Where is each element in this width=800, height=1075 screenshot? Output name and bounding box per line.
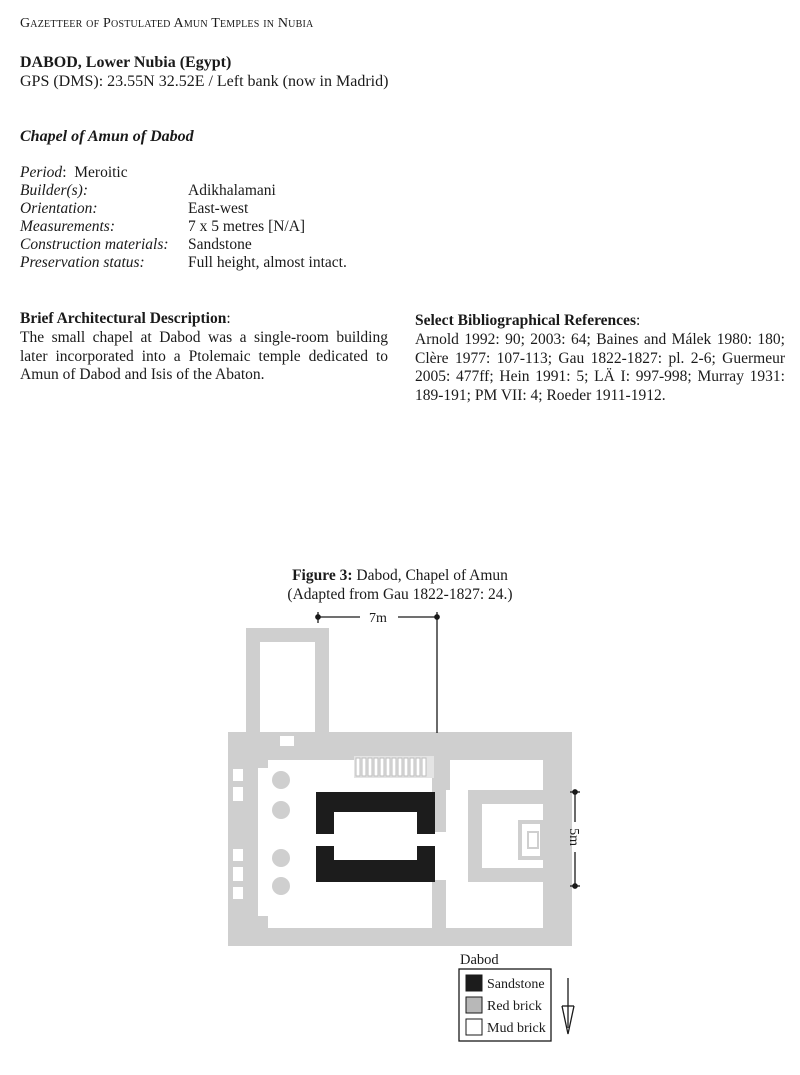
- bibliography-text: Arnold 1992: 90; 2003: 64; Baines and Málek 1980: 180; Clère 1977: 107-113; Gau 1822-1827: pl. 2-6; Guermeur 2005: 477ff; Hein 1991: 5; LÄ I: 997-998; Murray 1931: 189-191; PM VII: 4; Roeder 1911-1912.: [415, 331, 785, 404]
- description-heading: Brief Architectural Description:: [20, 310, 231, 327]
- running-header: Gazetteer of Postulated Amun Temples in Nubia: [20, 16, 314, 31]
- period-value: Meroitic: [74, 164, 128, 181]
- sandstone-walls: [316, 792, 435, 882]
- legend-swatch-sandstone: [466, 975, 482, 991]
- field-label: Orientation:: [20, 200, 98, 217]
- period-label: Period: [20, 164, 63, 181]
- field-value: 7 x 5 metres [N/A]: [188, 218, 306, 235]
- naos: [520, 822, 542, 858]
- legend-label-red-brick: Red brick: [487, 999, 542, 1014]
- field-value: Adikhalamani: [188, 182, 276, 199]
- description-text: The small chapel at Dabod was a single-room building later incorporated into a Ptolemaic temple dedicated to Amun of Dabod and Isis of the Abaton.: [20, 329, 388, 383]
- columns: [272, 771, 290, 895]
- field-value: Sandstone: [188, 236, 252, 253]
- period-row: Period: Meroitic: [20, 164, 128, 181]
- field-label: Builder(s):: [20, 182, 89, 199]
- legend-label-sandstone: Sandstone: [487, 977, 545, 992]
- figure-source: (Adapted from Gau 1822-1827: 24.): [287, 586, 513, 603]
- field-value: East-west: [188, 200, 249, 217]
- field-label: Preservation status:: [20, 254, 145, 271]
- figure-label: Figure 3:: [292, 567, 353, 584]
- north-door-gap: [280, 736, 294, 746]
- legend-swatch-mud-brick: [466, 1019, 482, 1035]
- scale-label-7m: 7m: [369, 611, 387, 626]
- bibliography-heading: Select Bibliographical References:: [415, 312, 641, 329]
- field-value: Full height, almost intact.: [188, 254, 347, 271]
- scale-bar-7m: [316, 612, 439, 733]
- chapel-title: Chapel of Amun of Dabod: [20, 128, 194, 145]
- figure-caption: [200, 566, 600, 604]
- legend-swatch-red-brick: [466, 997, 482, 1013]
- figure-title: Dabod, Chapel of Amun: [356, 567, 508, 584]
- temple-floor-plan: [0, 600, 800, 1060]
- legend-label-mud-brick: Mud brick: [487, 1021, 546, 1036]
- legend-title: Dabod: [460, 952, 499, 968]
- field-label: Construction materials:: [20, 236, 169, 253]
- scale-label-5m: 5m: [566, 828, 581, 846]
- site-name: DABOD, Lower Nubia (Egypt): [20, 54, 232, 71]
- screen-wall-pillars: [354, 756, 434, 778]
- gps-line: GPS (DMS): 23.55N 32.52E / Left bank (now in Madrid): [20, 73, 389, 90]
- north-arrow-icon: [562, 978, 574, 1034]
- field-label: Measurements:: [20, 218, 115, 235]
